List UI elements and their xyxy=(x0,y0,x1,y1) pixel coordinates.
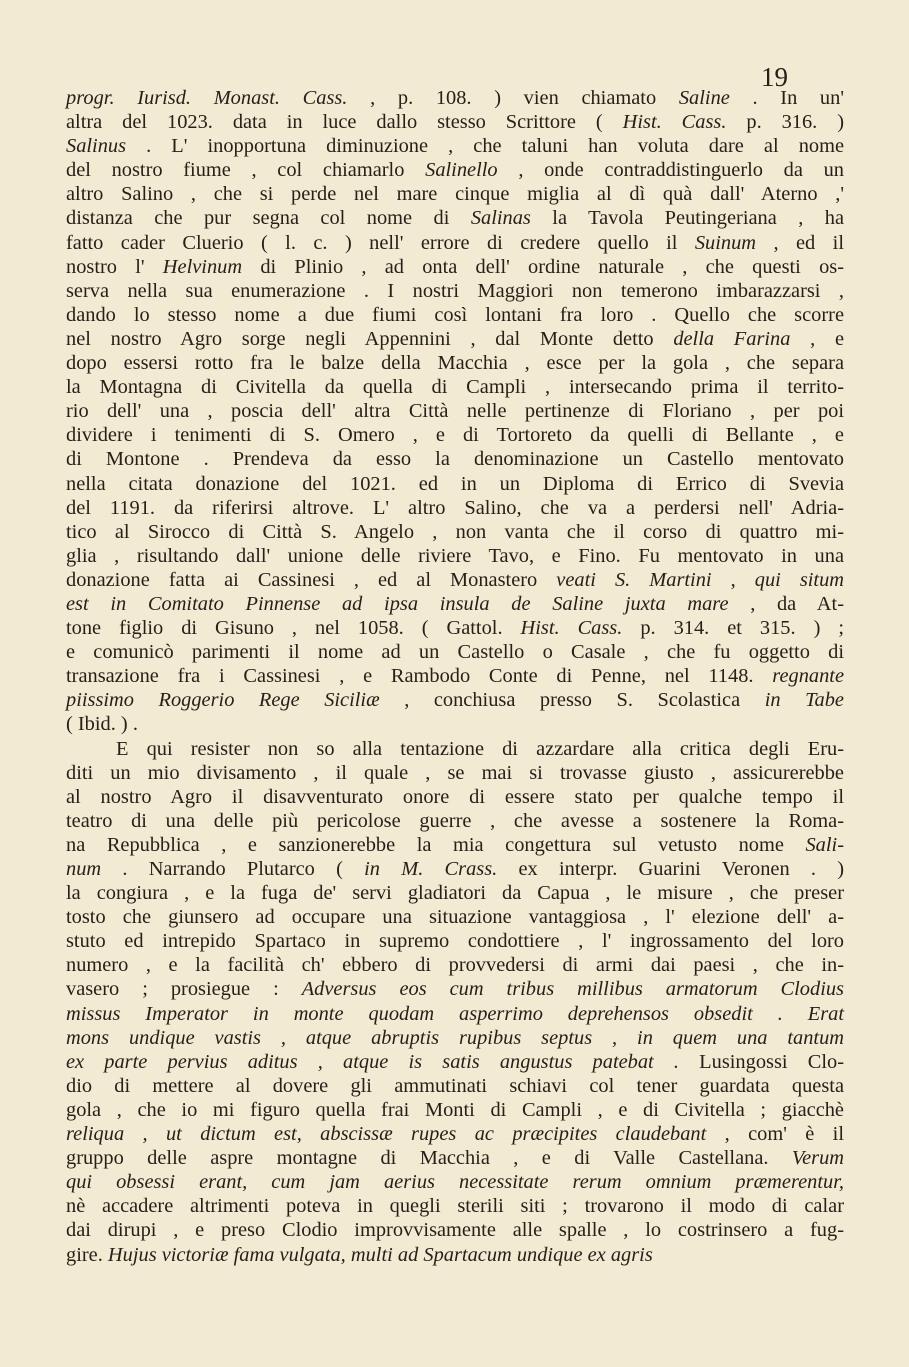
text-line xyxy=(66,182,844,206)
text-line xyxy=(66,737,844,761)
paragraph xyxy=(66,737,844,1267)
text-line xyxy=(66,1218,844,1242)
text-line xyxy=(66,1002,844,1026)
italic-text: in Tabe xyxy=(764,689,844,712)
text-line xyxy=(66,1098,844,1122)
text-line xyxy=(66,231,844,255)
text-run: dopo essersi rotto fra le balze della Macchia , esce per la gola , che separa xyxy=(66,352,844,375)
text-run: p. 314. et 315. ) ; xyxy=(622,617,844,640)
italic-text: Helvinum xyxy=(162,255,243,278)
text-line xyxy=(66,1194,844,1218)
text-line xyxy=(66,399,844,423)
italic-text: Salinas xyxy=(470,207,531,230)
italic-text: progr. Iurisd. Monast. Cass. xyxy=(66,87,348,109)
text-run: na Repubblica , e sanzionerebbe la mia congettura sul vetusto nome xyxy=(66,833,806,856)
text-run: del 1191. da riferirsi altrove. L' altro Salino, che va a perdersi nell' Adria- xyxy=(66,496,844,519)
italic-text: ex parte pervius aditus , atque is satis angustus patebat . xyxy=(66,1050,679,1073)
text-run: ( Ibid. ) . xyxy=(66,713,138,736)
text-line xyxy=(66,255,844,279)
italic-text: missus Imperator in monte quodam asperrimo deprehensos obsedit . Erat xyxy=(66,1002,844,1025)
text-run: nella citata donazione del 1021. ed in un Diploma di Errico di Svevia xyxy=(66,472,844,495)
text-line xyxy=(66,134,844,158)
italic-text: reliqua , ut dictum est, abscissæ rupes ac præcipites claudebant xyxy=(66,1123,707,1146)
text-run: altro Salino , che si perde nel mare cinque miglia al dì quà dall' Aterno ,' xyxy=(66,183,844,206)
text-line xyxy=(66,592,844,616)
text-line xyxy=(66,929,844,953)
text-line xyxy=(66,905,844,929)
text-run: tosto che giunsero ad occupare una situazione vantaggiosa , l' elezione dell' a- xyxy=(66,906,844,929)
italic-text: Hujus victoriæ fama vulgata, multi ad Spartacum undique ex agris xyxy=(107,1243,653,1266)
text-line xyxy=(66,1026,844,1050)
text-run: glia , risultando dall' unione delle riviere Tavo, e Fino. Fu mentovato in una xyxy=(66,544,844,567)
text-line xyxy=(66,1122,844,1146)
text-run: di Plinio , ad onta dell' ordine naturale , che questi os- xyxy=(242,255,844,278)
text-line xyxy=(66,423,844,447)
text-run: dai dirupi , e preso Clodio improvvisamente alle spalle , lo costrinsero a fug- xyxy=(66,1219,844,1242)
text-line xyxy=(66,1170,844,1194)
italic-text: Hist. Cass. xyxy=(622,111,727,134)
text-run: transazione fra i Cassinesi , e Rambodo Conte di Penne, nel 1148. xyxy=(66,665,773,688)
text-line xyxy=(66,977,844,1001)
italic-text: Hist. Cass. xyxy=(520,617,623,640)
text-run: di Montone . Prendeva da esso la denominazione un Castello mentovato xyxy=(66,448,844,471)
text-run: gire. xyxy=(66,1243,108,1266)
text-run: dividere i tenimenti di S. Omero , e di Tortoreto da quelli di Bellante , e xyxy=(66,424,844,447)
italic-text: regnante xyxy=(772,665,844,688)
text-run: al nostro Agro il disavventurato onore di essere stato per qualche tempo il xyxy=(66,785,844,808)
text-run: , onde contraddistinguerlo da un xyxy=(497,159,844,182)
text-run: , xyxy=(711,568,755,591)
italic-text: est in Comitato Pinnense ad ipsa insula de Saline juxta mare xyxy=(66,592,729,615)
text-run: rio dell' una , poscia dell' altra Città nelle pertinenze di Floriano , per poi xyxy=(66,400,844,423)
text-run: , da At- xyxy=(728,592,844,615)
text-line xyxy=(66,327,844,351)
text-line xyxy=(66,1074,844,1098)
text-run: la congiura , e la fuga de' servi gladiatori da Capua , le misure , che preser xyxy=(66,882,844,905)
text-run: donazione fatta ai Cassinesi , ed al Monastero xyxy=(66,568,557,591)
text-line xyxy=(66,472,844,496)
text-run: , e xyxy=(790,327,845,350)
text-run: , p. 108. ) vien chiamato xyxy=(347,87,679,109)
text-line xyxy=(66,1146,844,1170)
text-run: . Narrando Plutarco ( xyxy=(101,858,365,880)
text-line xyxy=(66,1050,844,1074)
text-line xyxy=(66,953,844,977)
italic-text: della Farina xyxy=(673,327,791,350)
text-run: , ed il xyxy=(756,231,845,254)
text-run: gruppo delle aspre montagne di Macchia , e di Valle Castellana. xyxy=(66,1147,792,1170)
text-line xyxy=(66,447,844,471)
italic-text: Suinum xyxy=(694,231,757,254)
body-text xyxy=(66,86,844,1267)
italic-text: num xyxy=(66,858,102,880)
italic-text: Saline xyxy=(678,87,730,109)
text-run: ex interpr. Guarini Veronen . ) xyxy=(497,858,844,880)
text-line xyxy=(66,881,844,905)
text-line xyxy=(66,761,844,785)
text-run: dio di mettere al dovere gli ammutinati schiavi col tener guardata questa xyxy=(66,1074,844,1097)
italic-text: Sali- xyxy=(805,833,844,856)
text-run: nè accadere altrimenti poteva in quegli sterili siti ; trovarono il modo di calar xyxy=(66,1195,844,1218)
text-run: E qui resister non so alla tentazione di azzardare alla critica degli Eru- xyxy=(116,737,844,760)
text-run: altra del 1023. data in luce dallo stesso Scrittore ( xyxy=(66,111,623,134)
text-line xyxy=(66,110,844,134)
text-run: vasero ; prosiegue : xyxy=(66,978,302,1001)
italic-text: qui obsessi erant, cum jam aerius necessitate rerum omnium præmerentur, xyxy=(66,1171,844,1194)
text-line xyxy=(66,616,844,640)
text-run: diti un mio divisamento , il quale , se mai si trovasse giusto , assicurerebbe xyxy=(66,761,844,784)
text-run: Lusingossi Clo- xyxy=(679,1050,844,1073)
text-run: . L' inopportuna diminuzione , che taluni han voluta dare al nome xyxy=(126,135,844,158)
text-line xyxy=(66,785,844,809)
italic-text: qui situm xyxy=(754,568,845,591)
text-run: gola , che io mi figuro quella frai Monti di Campli , e di Civitella ; giacchè xyxy=(66,1098,844,1121)
text-run: tico al Sirocco di Città S. Angelo , non vanta che il corso di quattro mi- xyxy=(66,520,844,543)
italic-text: Salinello xyxy=(425,159,498,182)
text-line xyxy=(66,351,844,375)
text-line xyxy=(66,496,844,520)
text-run: , com' è il xyxy=(706,1123,845,1146)
italic-text: mons undique vastis , atque abruptis rupibus septus , in quem una tantum xyxy=(66,1026,844,1049)
text-run: . In un' xyxy=(729,87,844,109)
text-run: serva nella sua enumerazione . I nostri Maggiori non temerono imbarazzarsi , xyxy=(66,279,844,302)
text-line xyxy=(66,86,844,110)
text-line xyxy=(66,158,844,182)
text-run: teatro di una delle più pericolose guerre , che avesse a sostenere la Roma- xyxy=(66,809,844,832)
italic-text: veati S. Martini xyxy=(556,568,712,591)
text-run: stuto ed intrepido Spartaco in supremo condottiere , l' ingrossamento del loro xyxy=(66,930,844,953)
page-number: 19 xyxy=(761,62,788,92)
text-run: tone figlio di Gisuno , nel 1058. ( Gattol. xyxy=(66,617,521,640)
italic-text: in M. Crass. xyxy=(364,858,498,880)
text-line xyxy=(66,375,844,399)
text-line xyxy=(66,688,844,712)
text-line xyxy=(66,520,844,544)
text-line xyxy=(66,640,844,664)
italic-text: piissimo Roggerio Rege Siciliæ xyxy=(66,689,380,712)
text-run: la Tavola Peutingeriana , ha xyxy=(530,207,845,230)
text-line xyxy=(66,1243,844,1267)
text-run: nostro l' xyxy=(66,255,163,278)
italic-text: Salinus xyxy=(66,135,127,158)
text-run: , conchiusa presso S. Scolastica xyxy=(379,689,765,712)
text-line xyxy=(66,568,844,592)
text-run: numero , e la facilità ch' ebbero di provvedersi di armi dai paesi , che in- xyxy=(66,954,844,977)
text-run: la Montagna di Civitella da quella di Campli , intersecando prima il territo- xyxy=(66,376,844,399)
text-run: fatto cader Cluerio ( l. c. ) nell' errore di credere quello il xyxy=(66,231,695,254)
text-run: e comunicò parimenti il nome ad un Castello o Casale , che fu oggetto di xyxy=(66,641,844,664)
text-line xyxy=(66,544,844,568)
text-line xyxy=(66,206,844,230)
text-run: p. 316. ) xyxy=(726,111,845,134)
text-line xyxy=(66,857,844,881)
text-line xyxy=(66,664,844,688)
italic-text: Verum xyxy=(791,1147,844,1170)
text-line xyxy=(66,303,844,327)
text-run: nel nostro Agro sorge negli Appennini , dal Monte detto xyxy=(66,327,674,350)
text-line xyxy=(66,833,844,857)
text-run: del nostro fiume , col chiamarlo xyxy=(66,159,426,182)
text-line xyxy=(66,809,844,833)
text-line xyxy=(66,279,844,303)
paragraph xyxy=(66,86,844,737)
text-line xyxy=(66,712,844,736)
text-run: dando lo stesso nome a due fiumi così lontani fra loro . Quello che scorre xyxy=(66,303,844,326)
italic-text: Adversus eos cum tribus millibus armatorum Clodius xyxy=(301,978,844,1001)
text-run: distanza che pur segna col nome di xyxy=(66,207,471,230)
